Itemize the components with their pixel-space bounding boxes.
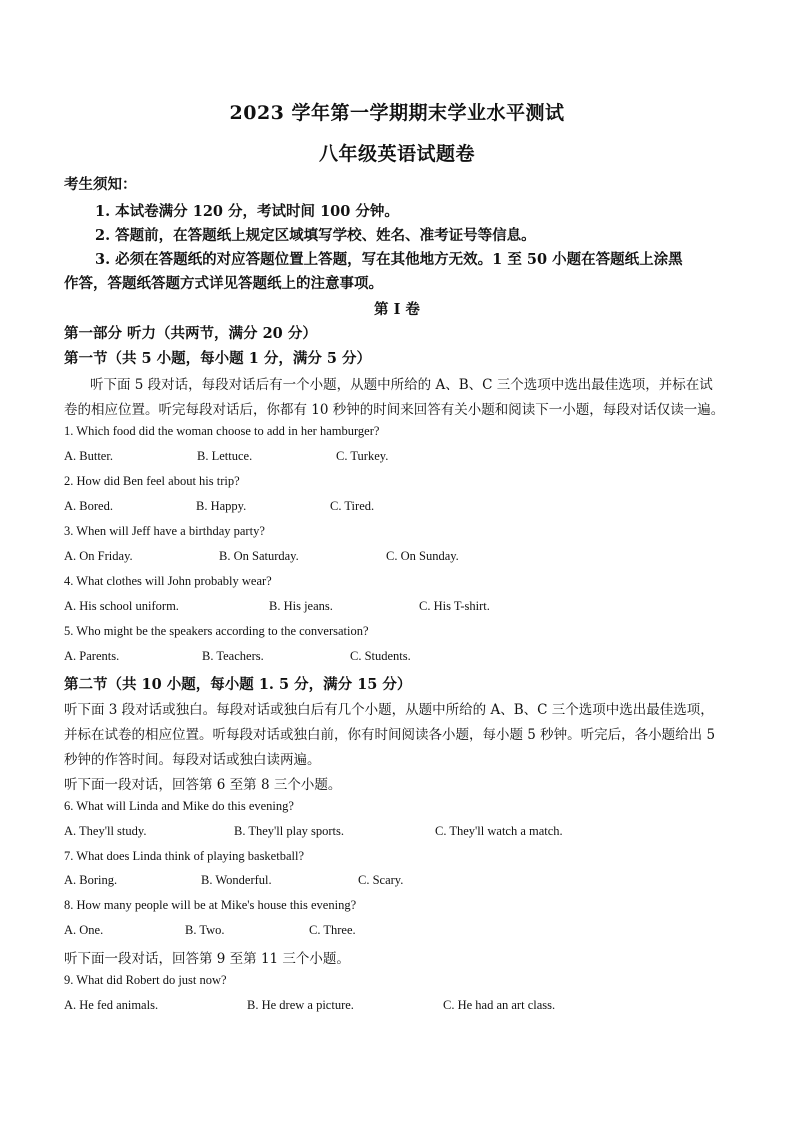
group-1-instructions: 听下面一段对话，回答第 6 至第 8 三个小题。 xyxy=(64,777,342,793)
q6-option-c: C. They'll watch a match. xyxy=(435,824,563,838)
question-9: 9. What did Robert do just now? xyxy=(64,973,227,987)
q1-option-b: B. Lettuce. xyxy=(197,449,253,463)
group-2-instructions: 听下面一段对话，回答第 9 至第 11 三个小题。 xyxy=(64,951,350,967)
q6-option-a: A. They'll study. xyxy=(64,824,147,838)
q4-option-c: C. His T-shirt. xyxy=(419,599,490,613)
q4-option-b: B. His jeans. xyxy=(269,599,333,613)
question-3: 3. When will Jeff have a birthday party? xyxy=(64,524,265,538)
exam-subtitle: 八年级英语试题卷 xyxy=(318,143,475,165)
q8-option-a: A. One. xyxy=(64,923,104,937)
q3-option-a: A. On Friday. xyxy=(64,549,133,563)
q9-option-a: A. He fed animals. xyxy=(64,998,159,1012)
q9-option-c: C. He had an art class. xyxy=(443,998,556,1012)
question-2: 2. How did Ben feel about his trip? xyxy=(64,474,240,488)
q9-option-b: B. He drew a picture. xyxy=(247,998,354,1012)
q5-option-b: B. Teachers. xyxy=(202,649,264,663)
q5-option-a: A. Parents. xyxy=(64,649,120,663)
section2-instructions-line2: 并标在试卷的相应位置。听每段对话或独白前，你有时间阅读各小题，每小题 5 秒钟。听完后，各小题给出 5 xyxy=(64,727,716,743)
section1-instructions-line2: 卷的相应位置。听完每段对话后，你都有 10 秒钟的时间来回答有关小题和阅读下一小题，每段对话仅读一遍。 xyxy=(64,402,725,418)
question-8: 8. How many people will be at Mike's house this evening? xyxy=(64,898,357,912)
q3-option-b: B. On Saturday. xyxy=(219,549,299,563)
question-6: 6. What will Linda and Mike do this evening? xyxy=(64,799,294,813)
q5-option-c: C. Students. xyxy=(350,649,411,663)
exam-title: 2023 学年第一学期期末学业水平测试 xyxy=(229,102,565,124)
volume-heading: 第 I 卷 xyxy=(374,301,420,318)
q7-option-b: B. Wonderful. xyxy=(201,873,272,887)
notice-item-1: 1. 本试卷满分 120 分，考试时间 100 分钟。 xyxy=(95,203,399,220)
section1-instructions-line1: 听下面 5 段对话，每段对话后有一个小题，从题中所给的 A、B、C 三个选项中选出最佳选项，并标在试 xyxy=(90,377,713,393)
q2-option-c: C. Tired. xyxy=(330,499,375,513)
q6-option-b: B. They'll play sports. xyxy=(234,824,345,838)
section2-instructions-line1: 听下面 3 段对话或独白。每段对话或独白后有几个小题，从题中所给的 A、B、C 三个选项中选出最佳选项， xyxy=(64,702,714,718)
notice-item-3: 3. 必须在答题纸的对应答题位置上答题，写在其他地方无效。1 至 50 小题在答题纸上涂黑 xyxy=(95,251,683,268)
section2-instructions-line3: 秒钟的作答时间。每段对话或独白读两遍。 xyxy=(64,752,321,768)
notice-item-2: 2. 答题前，在答题纸上规定区域填写学校、姓名、准考证号等信息。 xyxy=(95,227,536,244)
q7-option-c: C. Scary. xyxy=(358,873,404,887)
question-5: 5. Who might be the speakers according to the conversation? xyxy=(64,624,369,638)
q3-option-c: C. On Sunday. xyxy=(386,549,459,563)
notice-heading: 考生须知： xyxy=(64,176,137,193)
section2-heading: 第二节（共 10 小题，每小题 1. 5 分，满分 15 分） xyxy=(64,676,412,693)
q1-option-c: C. Turkey. xyxy=(336,449,389,463)
part1-heading: 第一部分 听力（共两节，满分 20 分） xyxy=(64,325,317,342)
q2-option-a: A. Bored. xyxy=(64,499,113,513)
question-7: 7. What does Linda think of playing basketball? xyxy=(64,849,304,863)
q8-option-c: C. Three. xyxy=(309,923,356,937)
q4-option-a: A. His school uniform. xyxy=(64,599,179,613)
question-1: 1. Which food did the woman choose to add in her hamburger? xyxy=(64,424,380,438)
q8-option-b: B. Two. xyxy=(185,923,225,937)
notice-item-3-cont: 作答，答题纸答题方式详见答题纸上的注意事项。 xyxy=(64,275,383,292)
section1-heading: 第一节（共 5 小题，每小题 1 分，满分 5 分） xyxy=(64,350,372,367)
q7-option-a: A. Boring. xyxy=(64,873,118,887)
q1-option-a: A. Butter. xyxy=(64,449,113,463)
question-4: 4. What clothes will John probably wear? xyxy=(64,574,272,588)
q2-option-b: B. Happy. xyxy=(196,499,247,513)
